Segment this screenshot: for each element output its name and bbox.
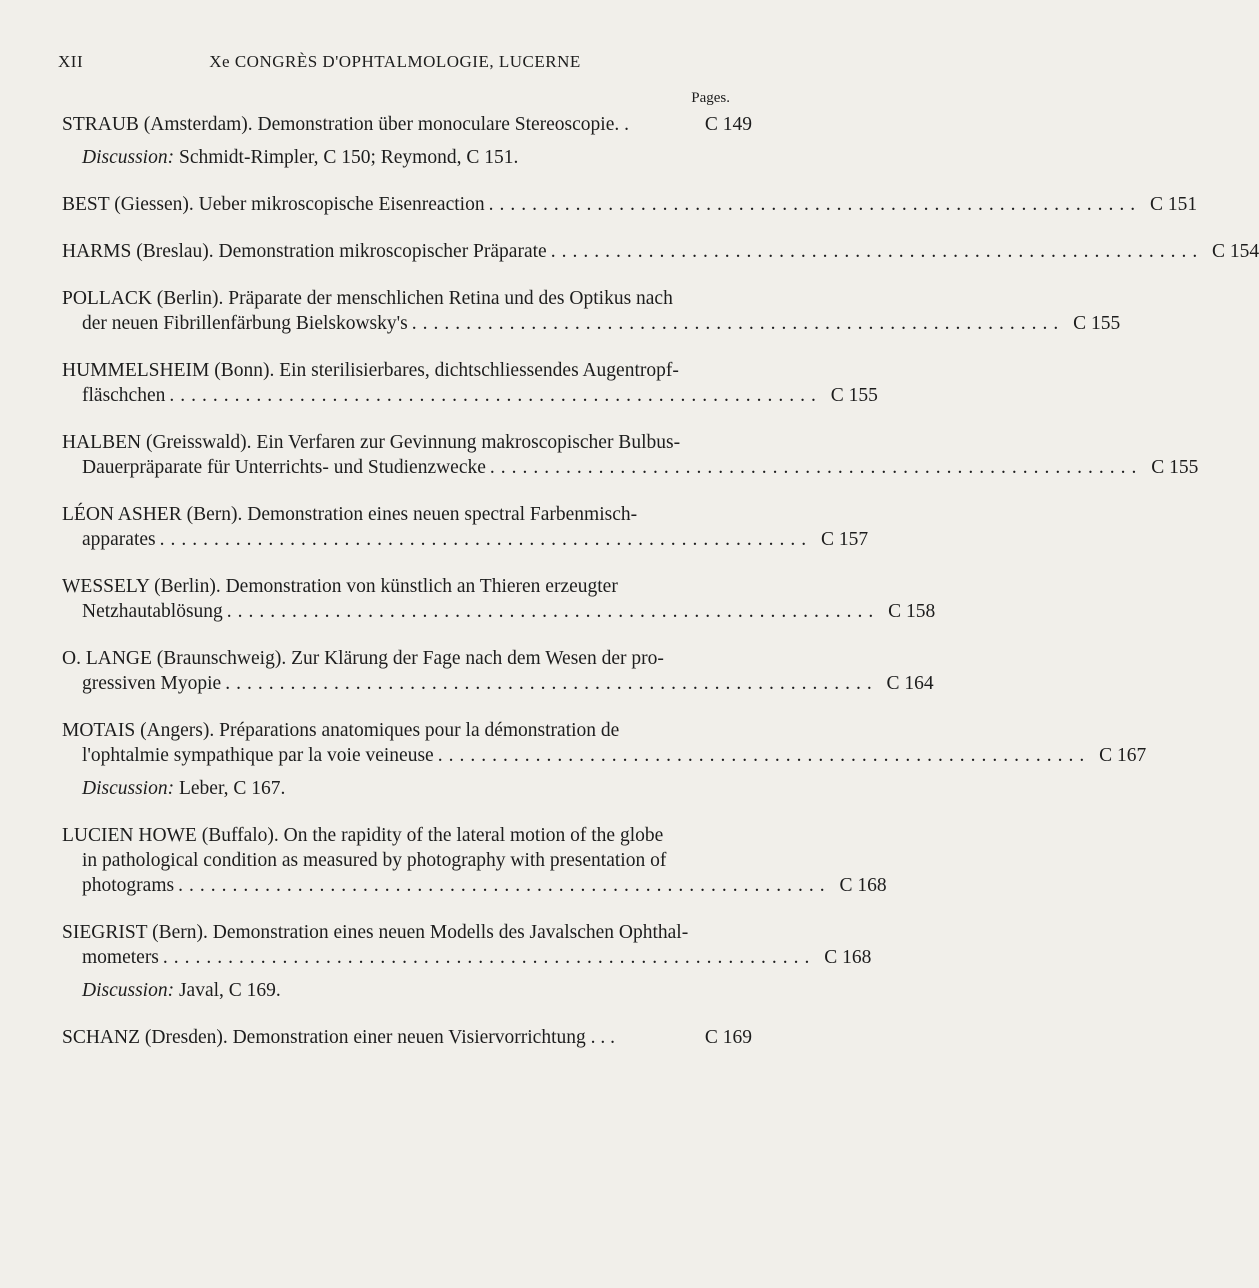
entry-page-ref: C 157: [820, 529, 869, 550]
toc-entry: [62, 112, 752, 170]
entry-title-line: mometers: [82, 947, 159, 968]
entry-last-line: [62, 383, 878, 408]
entry-title-line: apparates: [82, 529, 156, 550]
toc-entry: [62, 920, 872, 1003]
pages-column-label: Pages.: [691, 90, 730, 106]
entry-title-line: Netzhautablösung: [82, 601, 223, 622]
entry-page-ref: C 169: [704, 1027, 752, 1048]
toc-entry: [62, 239, 1259, 264]
running-title: Xe CONGRÈS D'OPHTALMOLOGIE, LUCERNE: [209, 52, 581, 71]
entry-last-line: [62, 112, 752, 137]
toc-entry: [62, 718, 1147, 801]
leader-dots: ............................................................: [411, 313, 1065, 334]
discussion-text: Leber, C 167.: [174, 778, 286, 799]
entry-title-line: O. LANGE (Braunschweig). Zur Klärung der Fage nach dem Wesen der pro-: [62, 648, 664, 669]
entry-last-line: [62, 1025, 752, 1050]
entry-last-line: [62, 455, 1199, 480]
page-number: XII: [58, 52, 84, 71]
toc-entry: [62, 1025, 752, 1050]
discussion-label: Discussion:: [82, 778, 175, 799]
entry-title-line: photograms: [82, 875, 175, 896]
entry-page-ref: C 168: [824, 947, 872, 968]
entry-title-line: der neuen Fibrillenfärbung Bielskowsky's: [82, 313, 408, 334]
entry-last-line: [62, 873, 887, 898]
entry-title-line: l'ophtalmie sympathique par la voie veineuse: [82, 745, 434, 766]
leader-dots: ............................................................: [489, 457, 1143, 478]
entry-last-line: [62, 527, 869, 552]
discussion-label: Discussion:: [82, 980, 175, 1001]
entry-title-line: STRAUB (Amsterdam). Demonstration über monoculare Stereoscopie. .: [62, 114, 629, 135]
entry-title-line: LUCIEN HOWE (Buffalo). On the rapidity of the lateral motion of the globe: [62, 825, 664, 846]
toc-entry: [62, 502, 869, 552]
toc-entry: [62, 358, 878, 408]
entry-title-line: WESSELY (Berlin). Demonstration von künstlich an Thieren erzeugter: [62, 576, 618, 597]
leader-dots: ............................................................: [488, 194, 1142, 215]
entry-last-line: [62, 311, 1121, 336]
leader-dots: ............................................................: [178, 875, 831, 896]
toc-entry: [62, 430, 1199, 480]
leader-dots: ............................................................: [226, 601, 880, 622]
entry-page-ref: C 149: [704, 114, 752, 135]
entry-last-line: [62, 671, 934, 696]
discussion-text: Javal, C 169.: [174, 980, 281, 1001]
entry-page-ref: C 151: [1149, 194, 1198, 215]
entry-title-line: HARMS (Breslau). Demonstration mikroscopischer Präparate: [62, 241, 547, 262]
entry-page-ref: C 155: [1151, 457, 1199, 478]
entry-last-line: [62, 945, 872, 970]
toc-entry: [62, 286, 1121, 336]
leader-dots: ............................................................: [159, 529, 813, 550]
entry-page-ref: C 154: [1212, 241, 1259, 262]
entry-title-line: gressiven Myopie: [82, 673, 222, 694]
entry-title-line: POLLACK (Berlin). Präparate der menschlichen Retina und des Optikus nach: [62, 288, 673, 309]
leader-dots: ............................................................: [225, 673, 878, 694]
entry-page-ref: C 158: [888, 601, 936, 622]
discussion-label: Discussion:: [82, 147, 175, 168]
leader-dots: ............................................................: [169, 385, 822, 406]
leader-dots: ............................................................: [437, 745, 1091, 766]
leader-dots: ............................................................: [162, 947, 816, 968]
entry-last-line: [62, 743, 1147, 768]
entry-title-line: HALBEN (Greisswald). Ein Verfaren zur Gevinnung makroscopischer Bulbus-: [62, 432, 681, 453]
entry-last-line: [62, 239, 1259, 264]
toc-entry: [62, 574, 936, 624]
entry-title-line: SCHANZ (Dresden). Demonstration einer neuen Visiervorrichtung . . .: [62, 1027, 616, 1048]
entry-page-ref: C 168: [839, 875, 887, 896]
entry-page-ref: C 167: [1099, 745, 1147, 766]
entry-title-line: Dauerpräparate für Unterrichts- und Studienzwecke: [82, 457, 486, 478]
discussion-line: [62, 145, 752, 170]
toc-entry: [62, 192, 1198, 217]
leader-dots: ............................................................: [550, 241, 1204, 262]
entry-last-line: [62, 192, 1198, 217]
entry-title-line: SIEGRIST (Bern). Demonstration eines neuen Modells des Javalschen Ophthal-: [62, 922, 689, 943]
toc-entry: [62, 646, 934, 696]
toc-entry: [62, 823, 887, 898]
discussion-line: [62, 776, 752, 801]
table-of-contents: [62, 112, 1259, 1072]
discussion-text: Schmidt-Rimpler, C 150; Reymond, C 151.: [174, 147, 519, 168]
entry-last-line: [62, 599, 936, 624]
entry-page-ref: C 164: [886, 673, 934, 694]
discussion-line: [62, 978, 752, 1003]
entry-title-line: MOTAIS (Angers). Préparations anatomiques pour la démonstration de: [62, 720, 620, 741]
entry-title-line: BEST (Giessen). Ueber mikroscopische Eisenreaction: [62, 194, 485, 215]
entry-title-line: LÉON ASHER (Bern). Demonstration eines neuen spectral Farbenmisch-: [62, 504, 638, 525]
entry-page-ref: C 155: [1073, 313, 1121, 334]
entry-page-ref: C 155: [830, 385, 878, 406]
entry-title-line: in pathological condition as measured by photography with presentation of: [82, 850, 667, 871]
entry-title-line: HUMMELSHEIM (Bonn). Ein sterilisierbares, dichtschliessendes Augentropf-: [62, 360, 679, 381]
entry-title-line: fläschchen: [82, 385, 166, 406]
